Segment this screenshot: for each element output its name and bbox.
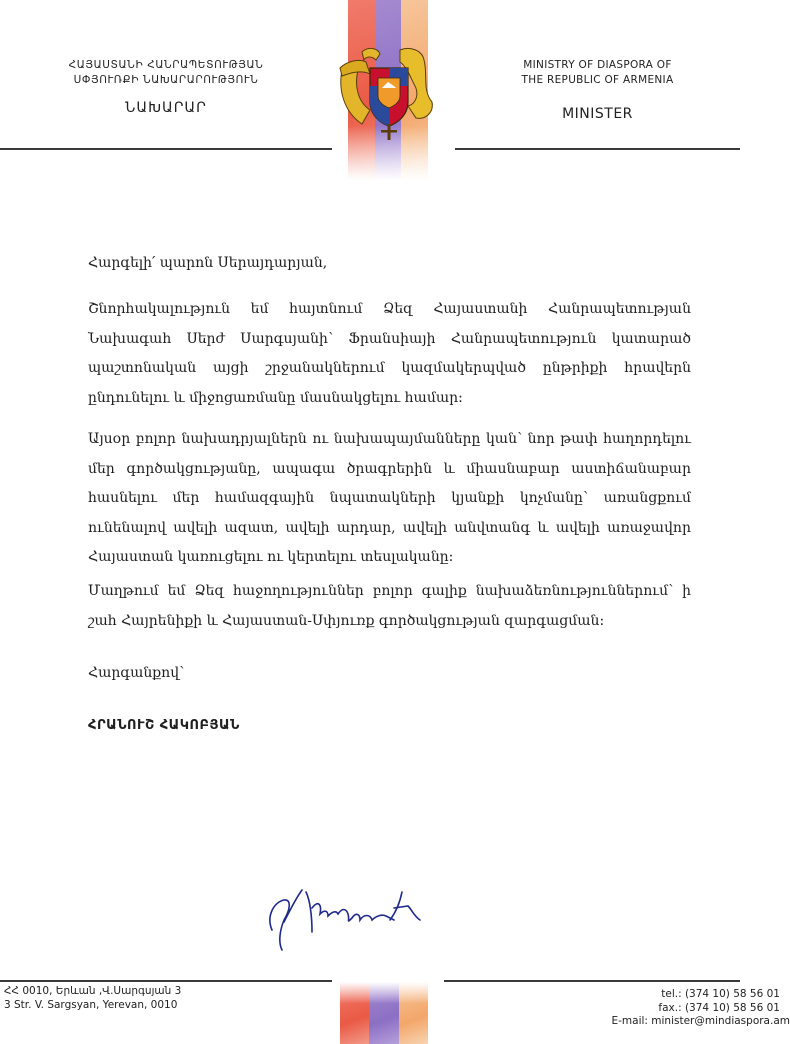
- flag-stripe-blue: [369, 982, 398, 1044]
- role-title-english: MINISTER: [562, 106, 633, 122]
- header-rule-left: [0, 148, 332, 150]
- coat-of-arms-icon: [336, 40, 440, 144]
- address-english: 3 Str. V. Sargsyan, Yerevan, 0010: [4, 999, 178, 1011]
- footer-contacts: [440, 988, 790, 1029]
- paragraph-2: Այսօր բոլոր նախադրյալներն ու նախապայմանները կան՝ նոր թափ հաղորդելու մեր գործակցությանը, ապագա ծրագրերին և միասնաբար աստիճանաբար հասնելու մեր համազգային նպատակների կյանքի կոչմանը՝ առանցքում ունենալով ավելի ազատ, ավելի արդար, ավելի անվտանգ և ավելի առաջավոր Հայաստան կառուցելու ու կերտելու տեսլականը:: [88, 431, 691, 565]
- signer-name: ՀՐԱՆՈՒՇ ՀԱԿՈԲՅԱՆ: [88, 718, 240, 733]
- paragraph-1: Շնորհակալություն եմ հայտնում Ձեզ Հայաստանի Հանրապետության Նախագահ Սերժ Սարգսյանի՝ Ֆրանսիայի Հանրապետություն կատարած պաշտոնական այցի շրջանակներում կազմակերպված ընթրիքի հրավերն ընդունելու և միջոցառմանը մասնակցելու համար:: [88, 301, 691, 406]
- paragraph-3: Մաղթում եմ Ձեզ հաջողություններ բոլոր գալիք նախաձեռնություններում՝ ի շահ Հայրենիքի և Հայաստան-Սփյուռք գործակցության զարգացման:: [88, 583, 691, 629]
- signature-image: [262, 880, 432, 955]
- telephone: tel.: (374 10) 58 56 01: [661, 988, 780, 1000]
- ministry-name-line1-en: MINISTRY OF DIASPORA OF: [523, 59, 672, 71]
- footer-address: [4, 984, 181, 1012]
- ministry-name-line2: ՍՓՅՈՒՌՔԻ ՆԱԽԱՐԱՐՈՒԹՅՈՒՆ: [73, 74, 259, 86]
- flag-stripe-orange: [399, 982, 428, 1044]
- fax: fax.: (374 10) 58 56 01: [658, 1001, 780, 1014]
- salutation: Հարգելի՛ պարոն Սերայդարյան,: [88, 255, 328, 271]
- header-rule-right: [455, 148, 740, 150]
- ministry-name-armenian: [0, 58, 332, 88]
- role-title-armenian: ՆԱԽԱՐԱՐ: [125, 100, 207, 116]
- footer-rule-left: [0, 980, 332, 982]
- flag-band-bottom: [340, 982, 428, 1044]
- closing: Հարգանքով՝: [88, 665, 185, 681]
- email-link[interactable]: E-mail: minister@mindiaspora.am: [611, 1015, 790, 1027]
- footer-rule-right: [444, 980, 740, 982]
- flag-stripe-red: [340, 982, 369, 1044]
- ministry-name-line2-en: THE REPUBLIC OF ARMENIA: [521, 74, 674, 86]
- address-armenian: ՀՀ 0010, Երևան ,Վ.Սարգսյան 3: [4, 985, 182, 997]
- ministry-name-english: [455, 58, 740, 88]
- ministry-name-line1: ՀԱՅԱՍՏԱՆԻ ՀԱՆՐԱՊԵՏՈՒԹՅԱՆ: [68, 59, 264, 71]
